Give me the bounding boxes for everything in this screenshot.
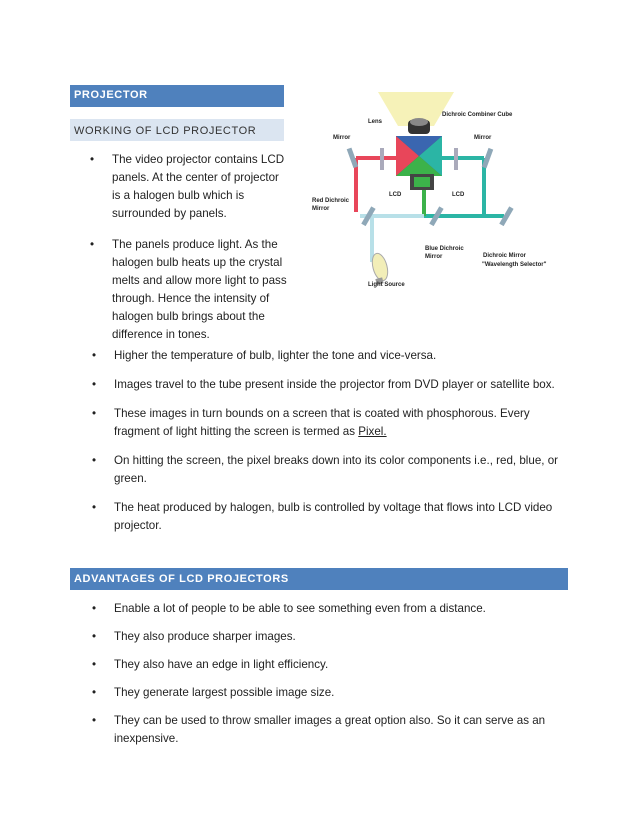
- lcd-projector-diagram: [306, 92, 576, 292]
- section-title-advantages: ADVANTAGES OF LCD PROJECTORS: [70, 568, 568, 590]
- list-item: • They generate largest possible image size.: [114, 684, 574, 702]
- pixel-bullet-text: These images in turn bounds on a screen that is coated with phosphorous. Every fragment of light hitting the screen is termed as: [114, 407, 530, 438]
- list-item: • Enable a lot of people to be able to see something even from a distance.: [114, 600, 574, 618]
- list-item: [114, 405, 574, 441]
- list-item: • They also have an edge in light efficiency.: [114, 656, 574, 674]
- label-lens: Lens: [368, 119, 383, 125]
- label-lcd-left: LCD: [389, 192, 402, 198]
- lens-glass: [410, 118, 428, 126]
- section-title-projector: PROJECTOR: [70, 85, 284, 107]
- lcd-left-shape: [380, 148, 384, 170]
- list-item: • On hitting the screen, the pixel breaks down into its color components i.e., red, blue, or green.: [114, 452, 574, 488]
- list-item: • They also produce sharper images.: [114, 628, 574, 646]
- bullet-list-narrow: [112, 151, 287, 344]
- list-item: • The panels produce light. As the halogen bulb heats up the crystal melts and allow more light to pass through. Hence the intensity of halogen bulb brings about the difference in tones.: [112, 236, 287, 344]
- list-item: • The heat produced by halogen, bulb is controlled by voltage that flows into LCD video projector.: [114, 499, 574, 535]
- advantages-list: [114, 600, 574, 748]
- label-blue-dichroic: Blue Dichroic: [425, 246, 464, 252]
- label-red-dichroic-mirror: Mirror: [312, 206, 330, 212]
- section-subtitle-working: WORKING OF LCD PROJECTOR: [70, 119, 284, 141]
- list-item: • The video projector contains LCD panels. At the center of projector is a halogen bulb which is surrounded by panels.: [112, 151, 287, 223]
- label-red-dichroic: Red Dichroic: [312, 198, 350, 204]
- label-light-source: Light Source: [368, 282, 405, 288]
- label-cube: Dichroic Combiner Cube: [442, 112, 513, 118]
- label-mirror-right: Mirror: [474, 135, 492, 141]
- list-item: • Images travel to the tube present inside the projector from DVD player or satellite box.: [114, 376, 574, 394]
- bullet-list-wide: [114, 347, 574, 535]
- list-item: • They can be used to throw smaller images a great option also. So it can serve as an inexpensive.: [114, 712, 574, 748]
- label-lcd-right: LCD: [452, 192, 465, 198]
- list-item: • Higher the temperature of bulb, lighter the tone and vice-versa.: [114, 347, 574, 365]
- label-dichroic-mirror: Dichroic Mirror: [483, 253, 527, 259]
- lcd-right-shape: [454, 148, 458, 170]
- label-blue-dichroic-mirror: Mirror: [425, 254, 443, 260]
- lcd-bottom-screen: [414, 177, 430, 187]
- label-mirror-left: Mirror: [333, 135, 351, 141]
- pixel-link[interactable]: Pixel.: [358, 425, 387, 438]
- label-wavelength-selector: "Wavelength Selector": [482, 262, 547, 268]
